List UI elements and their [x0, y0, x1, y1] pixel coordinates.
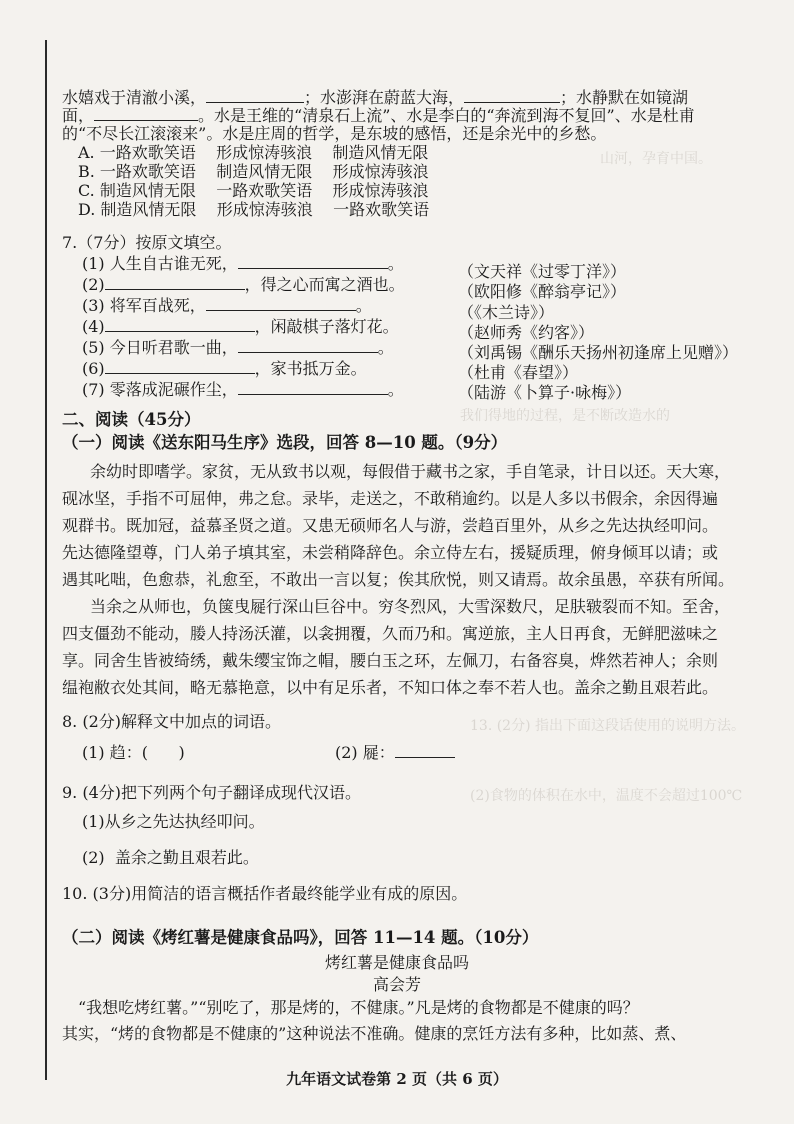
q6-option-b[interactable]: B. 一路欢歌笑语 制造风情无限 形成惊涛骇浪	[78, 162, 429, 181]
q6-blank-1[interactable]	[206, 88, 304, 103]
part-1-title: （一）阅读《送东阳马生序》选段，回答 8—10 题。（9分）	[62, 433, 508, 452]
q8-title: 8. (2分)解释文中加点的词语。	[62, 712, 282, 731]
q7-source-5: （刘禹锡《酬乐天扬州初逢席上见赠》）	[458, 343, 739, 362]
q8-item-1[interactable]: (1) 趋：( )	[82, 743, 185, 762]
q7-item-5: (5) 今日听君歌一曲， 。	[82, 338, 394, 357]
q7-blank-4[interactable]	[105, 317, 255, 332]
q7-blank-6[interactable]	[105, 359, 255, 374]
q7-item-7: (7) 零落成泥碾作尘， 。	[82, 380, 404, 399]
q6-line1: 水嬉戏于清澈小溪， ；水澎湃在蔚蓝大海， ；水静默在如镜湖	[62, 88, 689, 107]
q6-line3: 的“不尽长江滚滚来”。水是庄周的哲学，是东坡的感悟，还是余光中的乡愁。	[62, 124, 607, 143]
q7-blank-5[interactable]	[238, 338, 378, 353]
page-footer: 九年语文试卷第 2 页（共 6 页）	[286, 1070, 508, 1088]
q8-item-2[interactable]: (2) 屣：	[335, 743, 455, 763]
q7-item-6: (6) ，家书抵万金。	[82, 359, 367, 378]
q7-blank-2[interactable]	[105, 275, 245, 290]
q7-blank-7[interactable]	[238, 380, 388, 395]
passage-line: 砚冰坚，手指不可屈伸，弗之怠。录毕，走送之，不敢稍逾约。以是人多以书假余，余因得遍	[62, 489, 719, 508]
bleed-through-text: 山河，孕育中国。	[600, 151, 712, 167]
q7-source-6: （杜甫《春望》）	[458, 363, 579, 382]
passage-line: 享。同舍生皆被绮绣，戴朱缨宝饰之帽，腰白玉之环，左佩刀，右备容臭，烨然若神人；余则	[62, 651, 719, 670]
q7-source-7: （陆游《卜算子·咏梅》）	[458, 383, 632, 402]
q6-option-c[interactable]: C. 制造风情无限 一路欢歌笑语 形成惊涛骇浪	[78, 181, 429, 200]
q9-item-1: (1)从乡之先达执经叩问。	[82, 812, 265, 831]
part-2-title: （二）阅读《烤红薯是健康食品吗》，回答 11—14 题。（10分）	[62, 928, 539, 947]
q10-title: 10. (3分)用简洁的语言概括作者最终能学业有成的原因。	[62, 884, 468, 903]
section-2-heading: 二、阅读（45分）	[62, 410, 201, 429]
passage-line: 先达德隆望尊，门人弟子填其室，未尝稍降辞色。余立侍左右，援疑质理，俯身倾耳以请；或	[62, 543, 719, 562]
q6-option-a[interactable]: A. 一路欢歌笑语 形成惊涛骇浪 制造风情无限	[78, 143, 429, 162]
q6-line2: 面， 。水是王维的“清泉石上流”、水是李白的“奔流到海不复回”、水是杜甫	[62, 106, 695, 125]
q7-source-1: （文天祥《过零丁洋》）	[458, 262, 627, 281]
article-author: 高会芳	[372, 975, 421, 994]
passage-line: 遇其叱咄，色愈恭，礼愈至，不敢出一言以复；俟其欣悦，则又请焉。故余虽愚，卒获有所闻。	[62, 570, 735, 589]
q9-item-2: (2) 盖余之勤且艰若此。	[82, 848, 259, 867]
bleed-through-text: 我们得地的过程，是不断改造水的	[460, 408, 670, 424]
q7-source-2: （欧阳修《醉翁亭记》）	[458, 282, 627, 301]
q7-item-1: (1) 人生自古谁无死， 。	[82, 254, 404, 273]
article-title: 烤红薯是健康食品吗	[324, 953, 469, 972]
q7-source-4: （赵师秀《约客》）	[458, 323, 595, 342]
passage-line: 余幼时即嗜学。家贫，无从致书以观，每假借于藏书之家，手自笔录，计日以还。天大寒，	[90, 462, 731, 481]
q7-item-3: (3) 将军百战死， 。	[82, 296, 372, 315]
q7-source-3: （《木兰诗》）	[458, 303, 555, 322]
bleed-through-text: 13. (2分) 指出下面这段话使用的说明方法。	[470, 718, 745, 734]
q7-title: 7.（7分）按原文填空。	[62, 233, 232, 252]
bleed-through-text: (2)食物的体积在水中，温度不会超过100℃	[470, 788, 743, 804]
passage-line: 观群书。既加冠，益慕圣贤之道。又患无硕师名人与游，尝趋百里外，从乡之先达执经叩问。	[62, 516, 719, 535]
q6-blank-2[interactable]	[464, 88, 560, 103]
q6-blank-3[interactable]	[94, 106, 198, 121]
binding-margin-line	[45, 40, 47, 1080]
q7-item-4: (4) ，闲敲棋子落灯花。	[82, 317, 399, 336]
q8-blank-2[interactable]	[395, 743, 455, 758]
passage-line: 缊袍敝衣处其间，略无慕艳意，以中有足乐者，不知口体之奉不若人也。盖余之勤且艰若此。	[62, 678, 719, 697]
article-paragraph: “我想吃烤红薯。”“别吃了，那是烤的，不健康。”凡是烤的食物都是不健康的吗？	[78, 998, 639, 1017]
q7-item-2: (2) ，得之心而寓之酒也。	[82, 275, 405, 294]
passage-line: 当余之从师也，负箧曳屣行深山巨谷中。穷冬烈风，大雪深数尺，足肤皲裂而不知。至舍，	[90, 597, 731, 616]
passage-line: 四支僵劲不能动，媵人持汤沃灌，以衾拥覆，久而乃和。寓逆旅，主人日再食，无鲜肥滋味之	[62, 624, 719, 643]
q7-blank-1[interactable]	[238, 254, 388, 269]
q6-option-d[interactable]: D. 制造风情无限 形成惊涛骇浪 一路欢歌笑语	[78, 200, 430, 219]
q7-blank-3[interactable]	[206, 296, 356, 311]
article-paragraph: 其实，“烤的食物都是不健康的”这种说法不准确。健康的烹饪方法有多种，比如蒸、煮、	[62, 1024, 687, 1043]
q9-title: 9. (4分)把下列两个句子翻译成现代汉语。	[62, 783, 362, 802]
